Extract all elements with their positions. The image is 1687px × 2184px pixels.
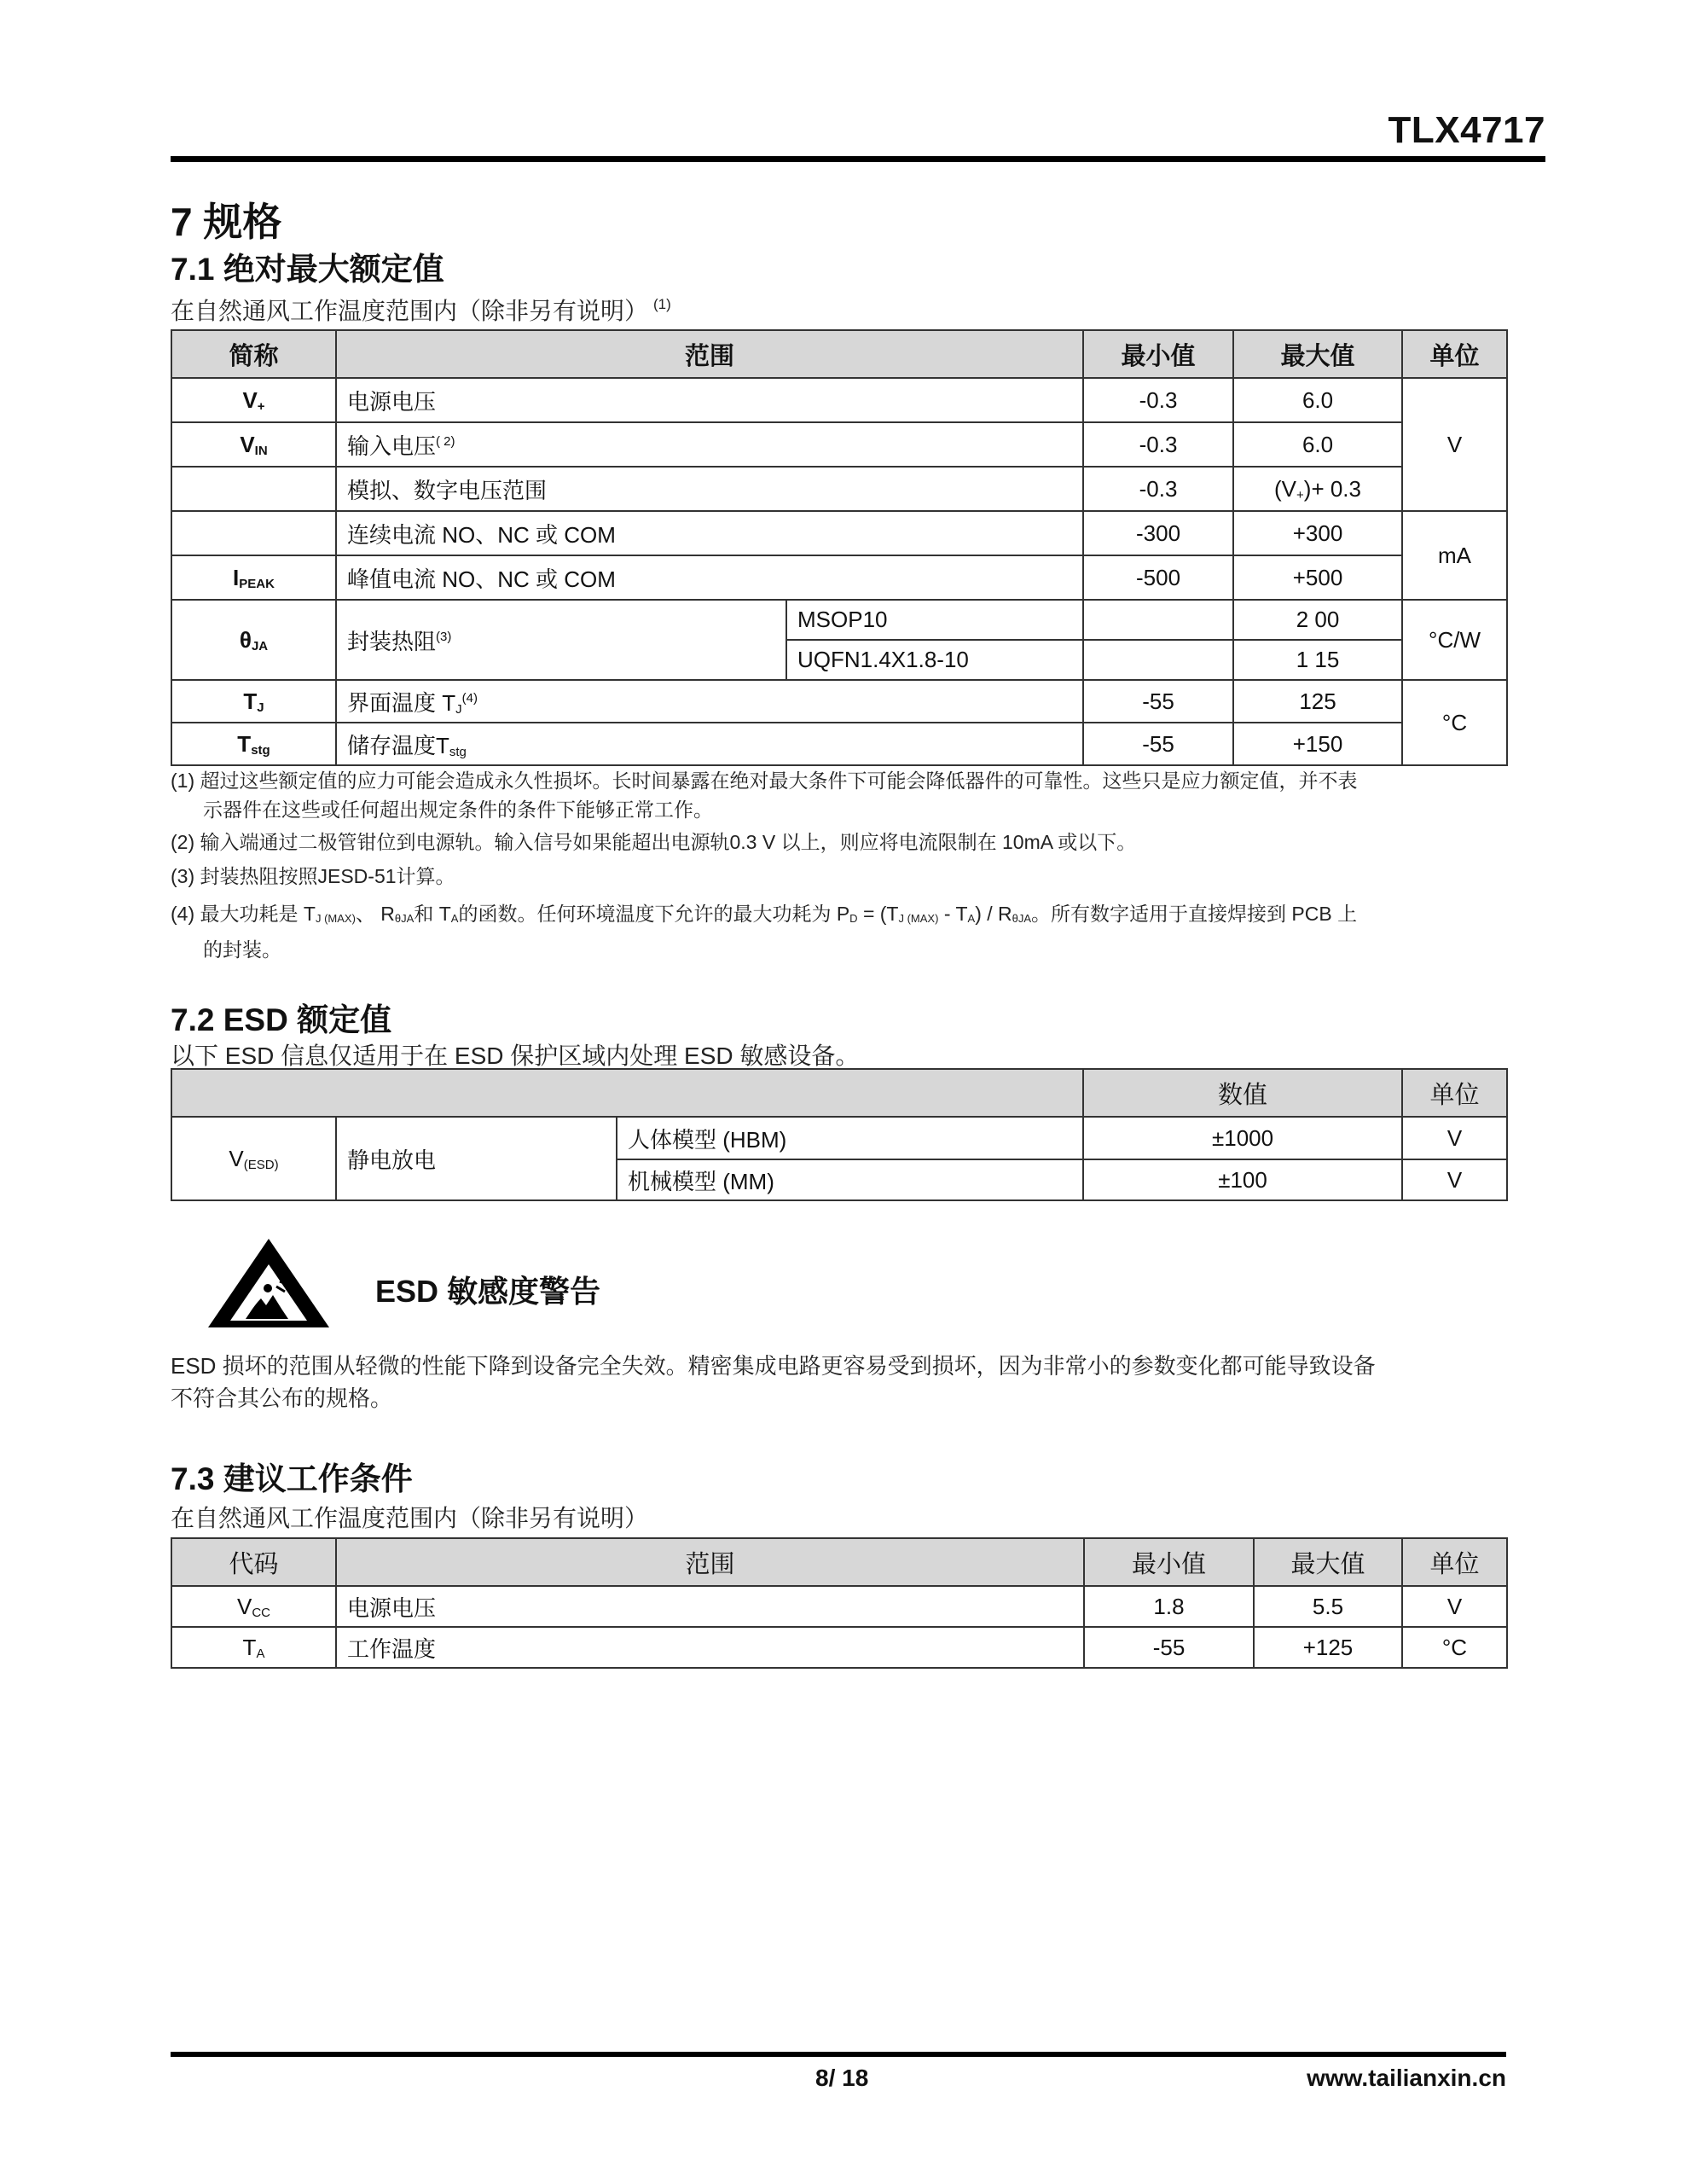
- max-cell: 125: [1233, 680, 1402, 723]
- min-cell: -0.3: [1083, 467, 1233, 511]
- s72-intro: 以下 ESD 信息仅适用于在 ESD 保护区域内处理 ESD 敏感设备。: [171, 1043, 860, 1069]
- page-number: 8/ 18: [815, 2065, 869, 2091]
- range-cell: 电源电压: [336, 1586, 1084, 1627]
- range-cell: 模拟、数字电压范围: [336, 467, 1083, 511]
- col-min: 最小值: [1083, 330, 1233, 378]
- range-cell: 工作温度: [336, 1627, 1084, 1668]
- min-cell: -55: [1084, 1627, 1254, 1668]
- symbol-cell: $T_A$: [171, 1627, 336, 1668]
- value-cell: ±100: [1083, 1159, 1402, 1200]
- max-cell: 5.5: [1254, 1586, 1402, 1627]
- max-cell: 1 15: [1233, 640, 1402, 680]
- table-row: [171, 1586, 1507, 1627]
- note-4: (4) 最大功耗是 $T_{J (MAX)}$、 $R_{\theta JA}$和 $T_A$的函数。任何环境温度下允许的最大功耗为 $P_D = (T_{J (MAX)} - T_A) / R_{\theta JA}$。所有数字适用于直接焊接到 PCB 上: [171, 903, 1358, 925]
- col-range: 范围: [336, 330, 1083, 378]
- s73-title: 7.3 建议工作条件: [171, 1461, 413, 1496]
- min-cell: -55: [1083, 680, 1233, 723]
- table-row: [171, 1627, 1507, 1668]
- max-cell: 6.0: [1233, 378, 1402, 422]
- range-cell: 界面温度 $T_J^{(4)}$: [336, 680, 1083, 723]
- min-cell: -55: [1083, 723, 1233, 765]
- col-min: 最小值: [1084, 1538, 1254, 1586]
- table-header-row: [171, 1069, 1507, 1117]
- col-value: 数值: [1083, 1069, 1402, 1117]
- package-cell: UQFN1.4X1.8-10: [786, 640, 1083, 680]
- min-cell: -0.3: [1083, 422, 1233, 467]
- footer-rule: [171, 2052, 1506, 2057]
- package-cell: MSOP10: [786, 600, 1083, 640]
- range-cell: 封装热阻$^{(3)}$: [336, 600, 786, 680]
- unit-cell: °C: [1402, 1627, 1507, 1668]
- symbol-cell: $V_{CC}$: [171, 1586, 336, 1627]
- max-cell: +150: [1233, 723, 1402, 765]
- esd-table: [171, 1068, 1508, 1201]
- max-cell: +300: [1233, 511, 1402, 555]
- s73-condition: 在自然通风工作温度范围内（除非另有说明）: [171, 1505, 649, 1531]
- table-header-row: [171, 1538, 1507, 1586]
- symbol-cell: $V_{IN}$: [171, 422, 336, 467]
- range-cell: 输入电压$^{( 2)}$: [336, 422, 1083, 467]
- note-3: (3) 封装热阻按照JESD-51计算。: [171, 865, 455, 887]
- range-cell: 电源电压: [336, 378, 1083, 422]
- symbol-cell: $\theta_{JA}$: [171, 600, 336, 680]
- header-rule: [171, 156, 1545, 162]
- min-cell: 1.8: [1084, 1586, 1254, 1627]
- table-row: [171, 555, 1507, 600]
- min-cell: -500: [1083, 555, 1233, 600]
- table-row: [171, 467, 1507, 511]
- min-cell: [1083, 640, 1233, 680]
- unit-cell: °C: [1402, 680, 1507, 765]
- document-id: TLX4717: [1388, 109, 1545, 151]
- table-row: [171, 600, 1507, 640]
- esd-warning-text: ESD 损坏的范围从轻微的性能下降到设备完全失效。精密集成电路更容易受到损坏，因为非常小的参数变化都可能导致设备 不符合其公布的规格。: [171, 1353, 1376, 1411]
- section-title: 7 规格: [171, 200, 282, 244]
- symbol-cell: $I_{PEAK}$: [171, 555, 336, 600]
- unit-cell: V: [1402, 378, 1507, 511]
- model-cell: 人体模型 (HBM): [617, 1117, 1083, 1159]
- col-max: 最大值: [1254, 1538, 1402, 1586]
- table-row: [171, 511, 1507, 555]
- unit-cell: mA: [1402, 511, 1507, 600]
- max-cell: +125: [1254, 1627, 1402, 1668]
- symbol-cell: $V_+$: [171, 378, 336, 422]
- s72-title: 7.2 ESD 额定值: [171, 1002, 392, 1037]
- note-1-cont: 示器件在这些或任何超出规定条件的条件下能够正常工作。: [203, 799, 713, 821]
- unit-cell: V: [1402, 1117, 1507, 1159]
- col-range: 范围: [336, 1538, 1084, 1586]
- table-row: [171, 378, 1507, 422]
- col-max: 最大值: [1233, 330, 1402, 378]
- col-unit: 单位: [1402, 330, 1507, 378]
- note-4-cont: 的封装。: [203, 938, 281, 961]
- operating-conditions-table: [171, 1537, 1508, 1669]
- unit-cell: °C/W: [1402, 600, 1507, 680]
- symbol-cell: $T_{stg}$: [171, 723, 336, 765]
- max-cell: 6.0: [1233, 422, 1402, 467]
- symbol-cell: $T_J$: [171, 680, 336, 723]
- note-2: (2) 输入端通过二极管钳位到电源轨。输入信号如果能超出电源轨0.3 V 以上，则应将电流限制在 10mA 或以下。: [171, 831, 1137, 853]
- max-cell: 2 00: [1233, 600, 1402, 640]
- symbol-cell: [171, 511, 336, 555]
- table-row: [171, 680, 1507, 723]
- esd-warning-icon: [205, 1235, 333, 1331]
- symbol-cell: $V_{(ESD)}$: [171, 1117, 336, 1200]
- max-cell: $(V_+)+ 0.3$: [1233, 467, 1402, 511]
- col-code: 代码: [171, 1538, 336, 1586]
- value-cell: ±1000: [1083, 1117, 1402, 1159]
- range-cell: 峰值电流 NO、NC 或 COM: [336, 555, 1083, 600]
- symbol-cell: [171, 467, 336, 511]
- range-cell: 静电放电: [336, 1117, 617, 1200]
- max-cell: +500: [1233, 555, 1402, 600]
- table-row: [171, 723, 1507, 765]
- table-notes: [171, 766, 1545, 971]
- abs-max-table: [171, 329, 1508, 766]
- website-link[interactable]: www.tailianxin.cn: [1307, 2065, 1506, 2091]
- col-unit: 单位: [1402, 1538, 1507, 1586]
- col-symbol: 简称: [171, 330, 336, 378]
- table-row: [171, 422, 1507, 467]
- unit-cell: V: [1402, 1159, 1507, 1200]
- table-row: [171, 1117, 1507, 1159]
- esd-warning-title: ESD 敏感度警告: [375, 1274, 601, 1309]
- min-cell: -300: [1083, 511, 1233, 555]
- range-cell: 储存温度$T_{stg}$: [336, 723, 1083, 765]
- range-cell: 连续电流 NO、NC 或 COM: [336, 511, 1083, 555]
- unit-cell: V: [1402, 1586, 1507, 1627]
- col-unit: 单位: [1402, 1069, 1507, 1117]
- min-cell: -0.3: [1083, 378, 1233, 422]
- s71-title: 7.1 绝对最大额定值: [171, 252, 444, 287]
- s71-condition: 在自然通风工作温度范围内（除非另有说明） $^{(1)}$: [171, 296, 671, 324]
- table-header-row: [171, 330, 1507, 378]
- min-cell: [1083, 600, 1233, 640]
- model-cell: 机械模型 (MM): [617, 1159, 1083, 1200]
- note-1: (1) 超过这些额定值的应力可能会造成永久性损坏。长时间暴露在绝对最大条件下可能会降低器件的可靠性。这些只是应力额定值，并不表: [171, 770, 1358, 792]
